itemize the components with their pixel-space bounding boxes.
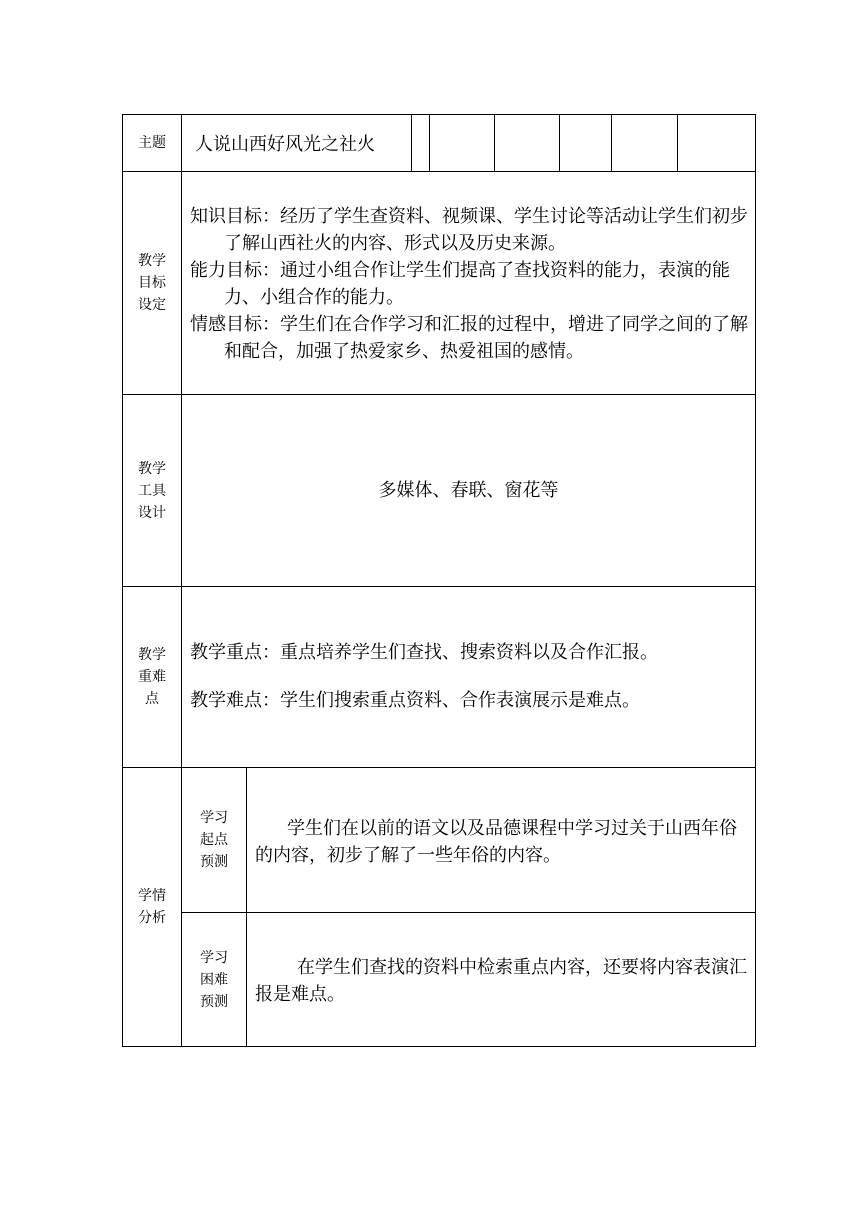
topic-label [123, 115, 181, 171]
objectives-label [123, 172, 181, 394]
table-border-bottom [122, 1046, 756, 1047]
key-point [190, 639, 750, 666]
objectives-content [190, 203, 750, 365]
learning-difficulty-label-line: 困难 [200, 971, 228, 988]
objectives-label-line: 教学 [138, 253, 166, 269]
keypoints-label [123, 587, 181, 767]
learning-difficulty-text: 在学生们查找的资料中检索重点内容，还要将内容表演汇报是难点。 [255, 957, 747, 1005]
keypoints-label-line: 教学 [138, 647, 166, 663]
analysis-label-line: 分析 [138, 910, 166, 926]
emotion-objective: 情感目标：学生们在合作学习和汇报的过程中，增进了同学之间的了解和配合，加强了热爱家乡、热爱祖国的感情。 [190, 314, 748, 362]
header-cell-divider [677, 114, 678, 172]
learning-start-label-line: 学习 [200, 810, 228, 826]
topic-title-text: 人说山西好风光之社火 [195, 134, 375, 155]
tools-content [182, 395, 755, 586]
topic-label-text: 主题 [138, 135, 166, 151]
header-cell-divider [611, 114, 612, 172]
key-point-text: 教学重点：重点培养学生们查找、搜索资料以及合作汇报。 [190, 642, 658, 663]
tools-text: 多媒体、春联、窗花等 [378, 480, 559, 501]
keypoints-label-line: 重难 [138, 669, 166, 685]
analysis-label-line: 学情 [138, 888, 166, 904]
learning-start-label [182, 768, 246, 912]
header-cell-divider [429, 114, 430, 172]
difficult-point [190, 687, 750, 714]
analysis-label [123, 768, 181, 1046]
learning-difficulty-label-line: 预测 [200, 993, 228, 1010]
learning-start-label-line: 起点 [200, 832, 228, 848]
learning-difficulty-label [182, 913, 246, 1046]
learning-start-label-line: 预测 [200, 854, 228, 870]
learning-start-text: 学生们在以前的语文以及品德课程中学习过关于山西年俗的内容，初步了解了一些年俗的内容。 [255, 818, 737, 866]
row-divider [181, 912, 756, 913]
header-cell-divider [494, 114, 495, 172]
row-divider [122, 586, 756, 587]
row-divider [122, 171, 756, 172]
header-cell-divider [411, 114, 412, 172]
header-cell-divider [559, 114, 560, 172]
tools-label [123, 395, 181, 586]
knowledge-objective: 知识目标：经历了学生查资料、视频课、学生讨论等活动让学生们初步了解山西社火的内容、形式以及历史来源。 [190, 206, 748, 254]
table-border-right [755, 114, 756, 1047]
keypoints-label-line: 点 [145, 691, 159, 707]
learning-start-content [255, 815, 750, 869]
tools-label-line: 教学 [138, 460, 166, 477]
tools-label-line: 设计 [138, 504, 166, 521]
sublabel-column-divider [246, 767, 247, 1047]
learning-difficulty-content [255, 954, 750, 1008]
tools-label-line: 工具 [138, 482, 166, 499]
topic-title [195, 115, 411, 171]
objectives-label-line: 设定 [138, 297, 166, 313]
objectives-label-line: 目标 [138, 275, 166, 291]
learning-difficulty-label-line: 学习 [200, 949, 228, 966]
difficult-point-text: 教学难点：学生们搜索重点资料、合作表演展示是难点。 [190, 690, 640, 711]
ability-objective: 能力目标：通过小组合作让学生们提高了查找资料的能力，表演的能力、小组合作的能力。 [190, 260, 730, 308]
